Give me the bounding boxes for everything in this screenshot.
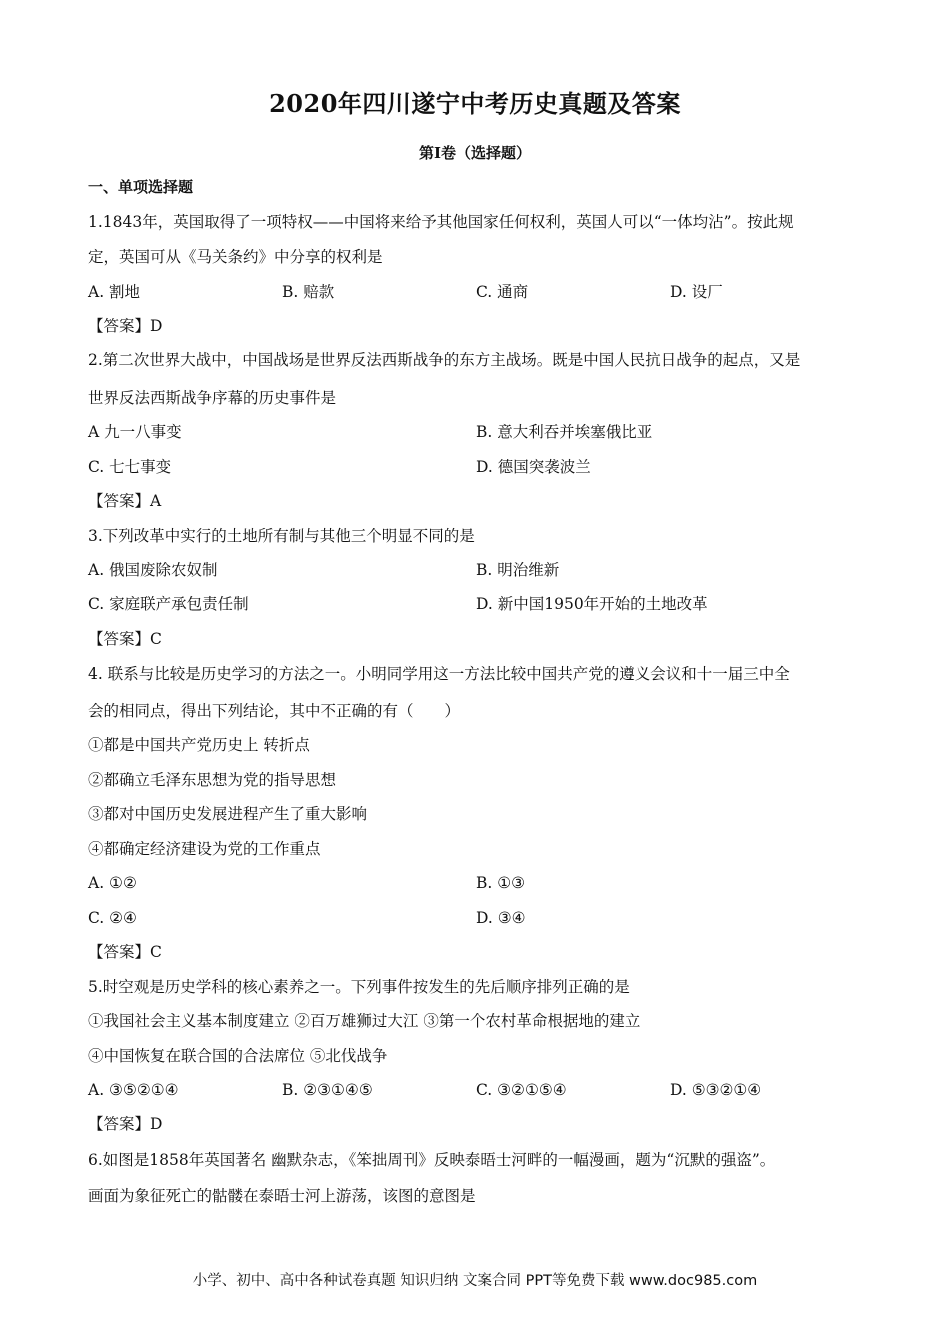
- q4-option-c: C. ②④: [88, 909, 137, 927]
- q2-option-c: C. 七七事变: [88, 458, 172, 476]
- question-4-statement-3: ③都对中国历史发展进程产生了重大影响: [88, 805, 368, 823]
- question-4-statement-2: ②都确立毛泽东思想为党的指导思想: [88, 771, 337, 789]
- question-4-line-2: 会的相同点，得出下列结论，其中不正确的有（ ）: [88, 702, 461, 720]
- question-4-line-1: 4. 联系与比较是历史学习的方法之一。小明同学用这一方法比较中国共产党的遵义会议和十一届三中全: [88, 665, 790, 683]
- question-5-events-1: ①我国社会主义基本制度建立 ②百万雄狮过大江 ③第一个农村革命根据地的建立: [88, 1012, 641, 1030]
- q3-answer: 【答案】C: [88, 630, 162, 648]
- q3-option-a: A. 俄国废除农奴制: [88, 561, 218, 579]
- question-4-statement-4: ④都确定经济建设为党的工作重点: [88, 840, 321, 858]
- q2-option-d: D. 德国突袭波兰: [476, 458, 591, 476]
- q3-option-b: B. 明治维新: [476, 561, 560, 579]
- question-3-line-1: 3.下列改革中实行的土地所有制与其他三个明显不同的是: [88, 527, 475, 545]
- q1-option-d: D. 设厂: [670, 283, 723, 301]
- q2-answer: 【答案】A: [88, 492, 162, 510]
- q5-option-d: D. ⑤③②①④: [670, 1081, 762, 1099]
- q4-answer: 【答案】C: [88, 943, 162, 961]
- question-4-statement-1: ①都是中国共产党历史上 转折点: [88, 736, 310, 754]
- document-title: 2020年四川遂宁中考历史真题及答案: [269, 89, 681, 118]
- q4-option-b: B. ①③: [476, 874, 526, 892]
- q1-option-a: A. 割地: [88, 283, 141, 301]
- question-1-line-2: 定，英国可从《马关条约》中分享的权利是: [88, 248, 383, 266]
- q3-option-c: C. 家庭联产承包责任制: [88, 595, 249, 613]
- volume-heading: 第Ⅰ卷（选择题）: [418, 144, 532, 162]
- page-footer: 小学、初中、高中各种试卷真题 知识归纳 文案合同 PPT等免费下载 www.doc985.com: [192, 1273, 758, 1289]
- question-6-line-1: 6.如图是1858年英国著名 幽默杂志，《笨拙周刊》反映泰晤士河畔的一幅漫画，题为“沉默的强盗”。: [88, 1151, 776, 1169]
- question-5-events-2: ④中国恢复在联合国的合法席位 ⑤北伐战争: [88, 1047, 388, 1065]
- q1-option-c: C. 通商: [476, 283, 529, 301]
- q4-option-d: D. ③④: [476, 909, 526, 927]
- question-5-line-1: 5.时空观是历史学科的核心素养之一。下列事件按发生的先后顺序排列正确的是: [88, 978, 630, 996]
- q2-option-b: B. 意大利吞并埃塞俄比亚: [476, 423, 653, 441]
- q5-answer: 【答案】D: [88, 1115, 163, 1133]
- q3-option-d: D. 新中国1950年开始的土地改革: [476, 595, 708, 613]
- q4-option-a: A. ①②: [88, 874, 137, 892]
- question-2-line-2: 世界反法西斯战争序幕的历史事件是: [88, 389, 337, 407]
- question-6-line-2: 画面为象征死亡的骷髅在泰晤士河上游荡，该图的意图是: [88, 1187, 476, 1205]
- q2-option-a: A 九一八事变: [88, 423, 182, 441]
- section-heading: 一、单项选择题: [88, 178, 194, 196]
- q5-option-b: B. ②③①④⑤: [282, 1081, 373, 1099]
- q5-option-c: C. ③②①⑤④: [476, 1081, 567, 1099]
- q1-option-b: B. 赔款: [282, 283, 335, 301]
- q1-answer: 【答案】D: [88, 317, 163, 335]
- question-2-line-1: 2.第二次世界大战中，中国战场是世界反法西斯战争的东方主战场。既是中国人民抗日战争的起点，又是: [88, 351, 801, 369]
- question-1-line-1: 1.1843年，英国取得了一项特权——中国将来给予其他国家任何权利，英国人可以“一体均沾”。按此规: [88, 213, 794, 231]
- q5-option-a: A. ③⑤②①④: [88, 1081, 179, 1099]
